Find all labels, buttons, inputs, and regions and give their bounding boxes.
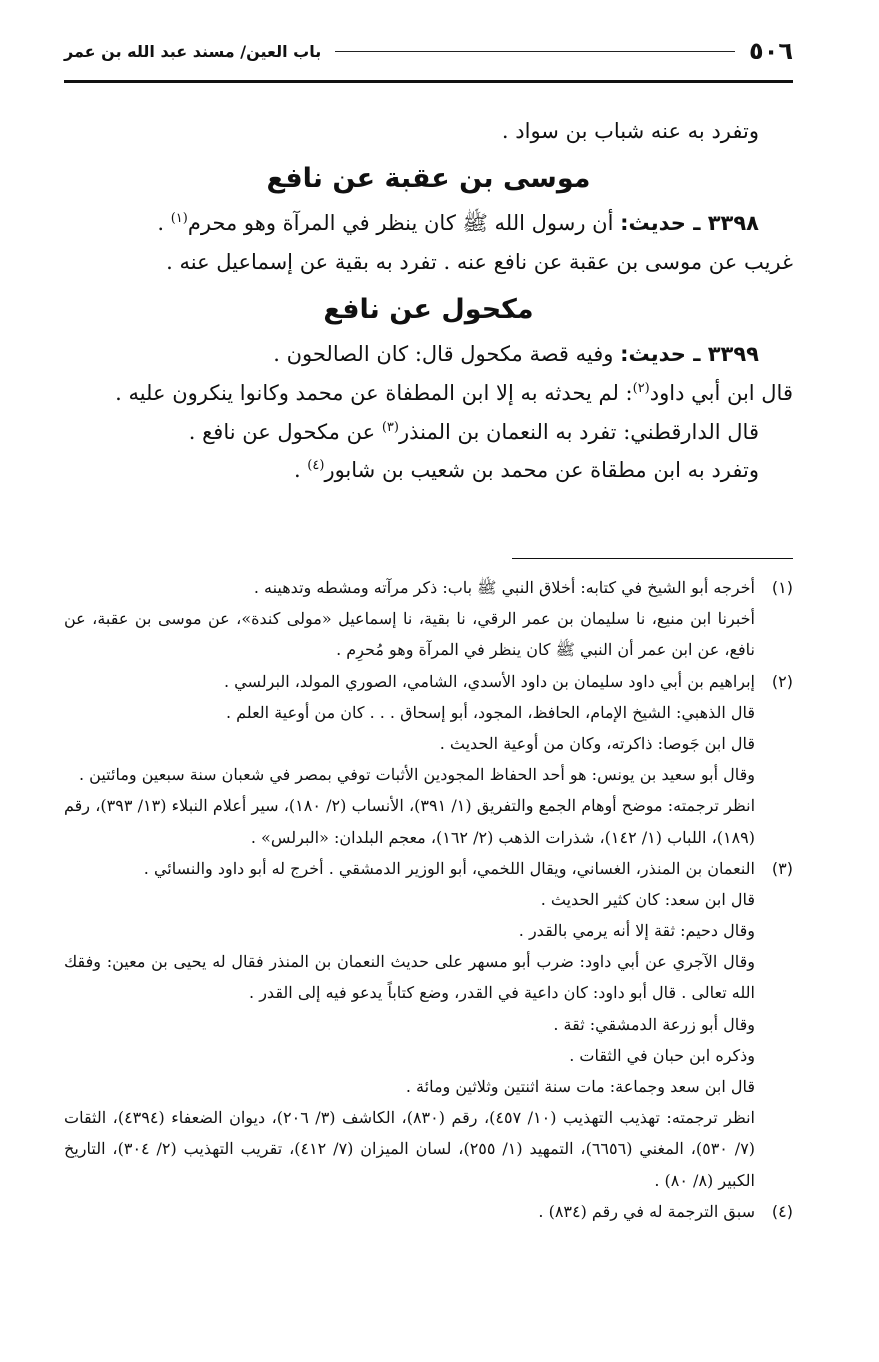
hadith-number: ٣٣٩٨ ـ حديث: xyxy=(620,211,759,236)
footnote xyxy=(64,853,793,1196)
main-text xyxy=(64,112,793,490)
footnote-line: انظر ترجمته: موضح أوهام الجمع والتفريق (١/ ٣٩١)، الأنساب (٢/ ١٨٠)، سير أعلام النبلاء (١٣/ ٣٩٣)، رقم (١٨٩)، اللباب (١/ ١٤٢)، شذرات الذهب (٢/ ١٦٢)، معجم البلدان: «البرلس» . xyxy=(64,796,756,847)
header-rule xyxy=(64,80,793,83)
footnote-ref: (١) xyxy=(170,211,188,227)
footnote-line: انظر ترجمته: تهذيب التهذيب (١٠/ ٤٥٧)، رقم (٨٣٠)، الكاشف (٣/ ٢٠٦)، ديوان الضعفاء (٤٣٩٤)، الثقات (٧/ ٥٣٠)، المغني (٦٦٥٦)، التمهيد (١/ ٢٥٥)، لسان الميزان (٧/ ٤١٢)، تقريب التهذيب (٢/ ٣٠٤)، التاريخ الكبير (٨/ ٨٠) . xyxy=(64,1108,756,1190)
footnote-line: قال ابن جَوصا: ذاكرته، وكان من أوعية الحديث . xyxy=(439,733,755,753)
quote-text: وتفرد به ابن مطقاة عن محمد بن شعيب بن شابور xyxy=(324,458,759,483)
footnote-number: (١) xyxy=(771,578,793,597)
quote-text: عن مكحول عن نافع . xyxy=(188,419,382,444)
footnote-ref: (٤) xyxy=(307,458,325,474)
footnote-separator xyxy=(512,558,793,559)
running-header xyxy=(64,36,793,66)
hadith-number: ٣٣٩٩ ـ حديث: xyxy=(620,341,759,366)
footnote-line: قال ابن سعد وجماعة: مات سنة اثنتين وثلاثين ومائة . xyxy=(405,1077,755,1096)
footnote xyxy=(64,666,793,853)
hadith-entry xyxy=(64,335,793,374)
footnote-line: أخرجه أبو الشيخ في كتابه: أخلاق النبي ﷺ باب: ذكر مرآته ومشطه وتدهينه . xyxy=(253,578,755,597)
footnote-ref: (٣) xyxy=(381,419,399,435)
footnote-line: سبق الترجمة له في رقم (٨٣٤) . xyxy=(538,1201,755,1221)
footnote-number: (٣) xyxy=(771,858,793,878)
hadith-entry xyxy=(64,204,793,243)
quote-text: : لم يحدثه به إلا ابن المطفاة عن محمد وكانوا ينكرون عليه . xyxy=(115,380,633,405)
footnote-ref: (٢) xyxy=(632,380,650,396)
footnote-line: أخبرنا ابن منيع، نا سليمان بن عمر الرقي، نا بقية، نا إسماعيل «مولى كندة»، عن موسى بن عقبة، عن نافع، عن ابن عمر أن النبي ﷺ كان ينظر في المرآة وهو مُحرِم . xyxy=(64,609,755,660)
footnote xyxy=(64,1196,793,1227)
punctuation: . xyxy=(157,211,171,236)
hadith-text: وفيه قصة مكحول قال: كان الصالحون . xyxy=(273,341,614,366)
footnote-line: وقال أبو زرعة الدمشقي: ثقة . xyxy=(553,1014,755,1034)
header-divider xyxy=(335,51,735,52)
quote-text: . xyxy=(293,458,308,483)
quote-line xyxy=(64,451,793,490)
text-line: غريب عن موسى بن عقبة عن نافع عنه . تفرد به بقية عن إسماعيل عنه . xyxy=(166,249,793,274)
footnote-line: قال ابن سعد: كان كثير الحديث . xyxy=(540,889,755,909)
footnote-line: وذكره ابن حبان في الثقات . xyxy=(569,1045,755,1065)
quote-line xyxy=(64,374,793,413)
footnote-number: (٢) xyxy=(771,671,793,691)
footnote-number: (٤) xyxy=(771,1201,793,1221)
footnote-line: إبراهيم بن أبي داود سليمان بن داود الأسدي، الشامي، الصوري المولد، البرلسي . xyxy=(224,671,755,691)
quote-text: قال ابن أبي داود xyxy=(649,380,793,405)
section-heading: مكحول عن نافع xyxy=(323,293,534,325)
footnote-line: وقال الآجري عن أبي داود: ضرب أبو مسهر على حديث النعمان بن المنذر فقال له يحيى بن معين: وفقك الله تعالى . قال أبو داود: كان داعية في القدر، وضع كتاباً يدعو فيه إلى القدر . xyxy=(64,952,755,1003)
hadith-text: أن رسول الله ﷺ كان ينظر في المرآة وهو محرم xyxy=(187,211,614,236)
footnotes xyxy=(64,572,793,1227)
page-number: ٥٠٦ xyxy=(749,37,793,65)
footnote-line: النعمان بن المنذر، الغساني، ويقال اللخمي، أبو الوزير الدمشقي . أخرج له أبو داود والنسائي . xyxy=(143,858,755,878)
text-line: وتفرد به عنه شباب بن سواد . xyxy=(501,119,759,143)
section-heading: موسى بن عقبة عن نافع xyxy=(266,162,591,194)
footnote-line: وقال دحيم: ثقة إلا أنه يرمي بالقدر . xyxy=(518,921,755,941)
quote-line xyxy=(64,413,793,452)
running-title: باب العين/ مسند عبد الله بن عمر xyxy=(64,41,322,61)
footnote-line: وقال أبو سعيد بن يونس: هو أحد الحفاظ المجودين الأثبات توفي بمصر في شعبان سنة سبعين ومائتين . xyxy=(79,765,755,785)
quote-text: قال الدارقطني: تفرد به النعمان بن المنذر xyxy=(398,419,759,444)
footnote xyxy=(64,572,793,666)
footnote-line: قال الذهبي: الشيخ الإمام، الحافظ، المجود، أبو إسحاق . . . كان من أوعية العلم . xyxy=(225,702,755,722)
